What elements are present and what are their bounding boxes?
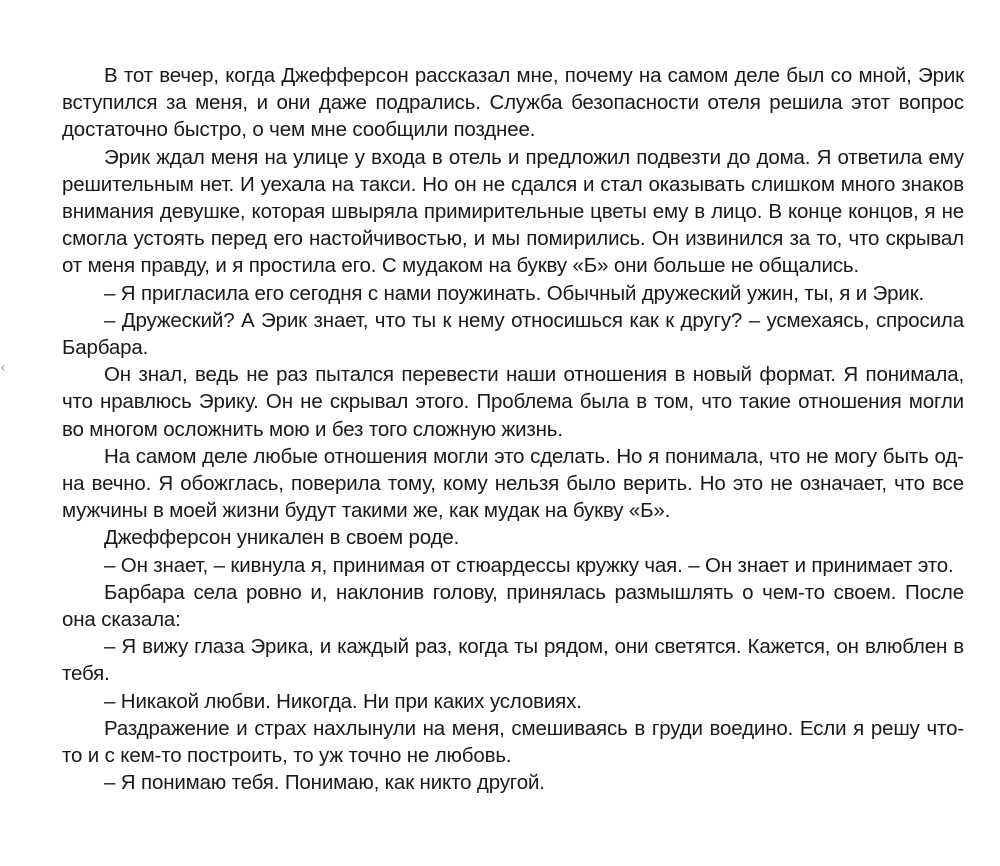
paragraph-2: Эрик ждал меня на улице у входа в отель и предложил подвезти до дома. Я ответила ему решительным нет. И уехала на такси. Но он не сдался и стал оказывать слишком много знаков внимания девушке, которая швыряла примирительные цветы ему в лицо. В конце концов, я не смогла устоять перед его настойчивостью, и мы помирились. Он извинился за то, что скрывал от меня правду, и я простила его. С мудаком на букву «Б» они больше не общались. (62, 145, 964, 278)
paragraph-13: – Я понимаю тебя. Понимаю, как никто другой. (104, 771, 545, 795)
paragraph-1: В тот вечер, когда Джефферсон рассказал мне, почему на самом деле был со мной, Эрик вступился за меня, и они даже подрались. Служба безопасности отеля решила этот вопрос достаточно быстро, о чем мне сообщили позднее. (62, 64, 964, 142)
paragraph-11: – Никакой любви. Никогда. Ни при каких условиях. (104, 689, 582, 713)
paragraph-8: – Он знает, – кивнула я, принимая от стюардессы кружку чая. – Он знает и принимает это. (104, 553, 954, 577)
paragraph-12: Раздражение и страх нахлынули на меня, смешиваясь в груди воедино. Если я решу что-то и с кем-то построить, то уж точно не любовь. (62, 716, 964, 768)
paragraph-5: Он знал, ведь не раз пытался перевести наши отношения в новый формат. Я понимала, что нравлюсь Эрику. Он не скрывал этого. Проблема была в том, что такие отношения могли во многом осложнить мою и без того сложную жизнь. (62, 363, 964, 441)
paragraph-6: На самом деле любые отношения могли это сделать. Но я понимала, что не могу быть одна вечно. Я обожглась, поверила тому, кому нельзя было верить. Но это не означает, что все мужчины в моей жизни будут такими же, как мудак на букву «Б». (62, 444, 964, 523)
paragraph-9: Барбара села ровно и, наклонив голову, принялась размышлять о чем-то своем. После она сказала: (62, 580, 964, 632)
document-page (62, 62, 964, 796)
page-edge-mark: ‹ (0, 360, 6, 376)
paragraph-3: – Я пригласила его сегодня с нами поужинать. Обычный дружеский ужин, ты, я и Эрик. (104, 281, 925, 305)
paragraph-7: Джефферсон уникален в своем роде. (104, 526, 460, 550)
paragraph-4: – Дружеский? А Эрик знает, что ты к нему относишься как к другу? – усмехаясь, спросила Барбара. (62, 308, 964, 360)
paragraph-10: – Я вижу глаза Эрика, и каждый раз, когда ты рядом, они светятся. Кажется, он влюблен в тебя. (62, 635, 964, 686)
